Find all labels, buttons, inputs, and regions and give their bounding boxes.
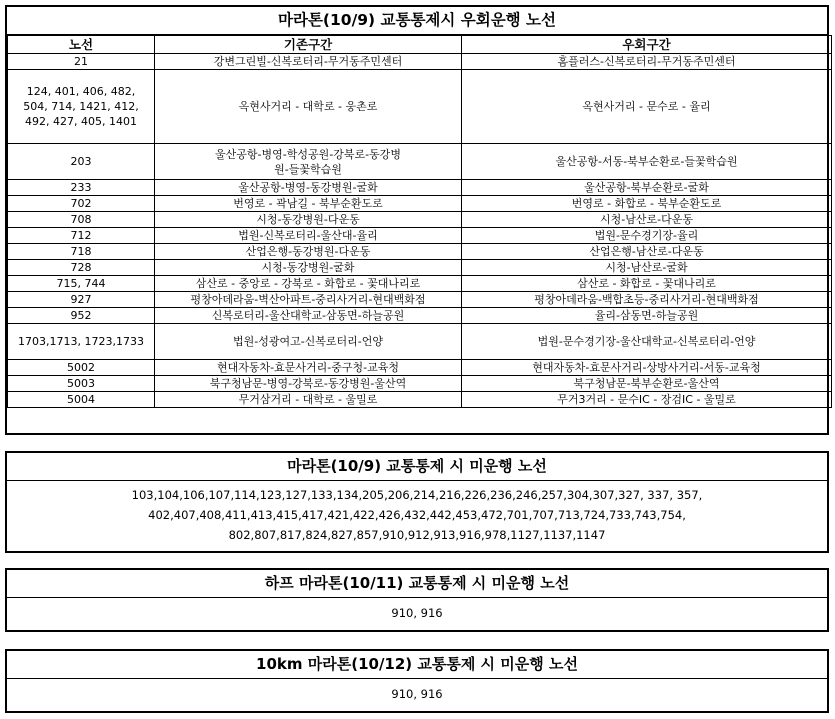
existing-section-cell: 번영로 - 곽남길 - 북부순환도로 [155, 196, 462, 212]
table-row [8, 260, 832, 276]
route-number-cell: 728 [8, 260, 155, 276]
table-header-row [8, 36, 832, 54]
header-route: 노선 [8, 36, 155, 54]
route-number-cell: 952 [8, 308, 155, 324]
existing-section-cell: 무거삼거리 - 대학로 - 울밀로 [155, 392, 462, 408]
detour-section-cell: 삼산로 - 화합로 - 꽃대나리로 [462, 276, 832, 292]
table-row [8, 376, 832, 392]
table-row [8, 392, 832, 408]
detour-routes-table [7, 35, 832, 408]
detour-section-cell: 법원-문수경기장-율리 [462, 228, 832, 244]
detour-section-cell: 율리-삼동면-하늘공원 [462, 308, 832, 324]
existing-section-cell: 시청-동강병원-다운동 [155, 212, 462, 228]
table-row [8, 276, 832, 292]
table-row [8, 196, 832, 212]
header-detour-section: 우회구간 [462, 36, 832, 54]
route-number-cell: 21 [8, 54, 155, 70]
half-marathon-title: 하프 마라톤(10/11) 교통통제 시 미운행 노선 [7, 570, 827, 598]
route-number-cell: 927 [8, 292, 155, 308]
marathon-suspended-routes [7, 481, 827, 549]
suspended-routes-line: 402,407,408,411,413,415,417,421,422,426,432,442,453,472,701,707,713,724,733,743,754, [148, 508, 686, 522]
detour-section-cell: 울산공항-서동-북부순환로-들꽃학습원 [462, 144, 832, 180]
route-number-cell: 233 [8, 180, 155, 196]
marathon-suspended-title: 마라톤(10/9) 교통통제 시 미운행 노선 [7, 453, 827, 481]
existing-section-cell: 울산공항-병영-동강병원-굴화 [155, 180, 462, 196]
existing-section-cell: 울산공항-병영-학성공원-강북로-동강병원-들꽃학습원 [155, 144, 462, 180]
detour-section-cell: 시청-남산로-다운동 [462, 212, 832, 228]
existing-section-cell: 옥현사거리 - 대학로 - 웅촌로 [155, 70, 462, 144]
suspended-routes-line: 802,807,817,824,827,857,910,912,913,916,978,1127,1137,1147 [228, 528, 606, 542]
detour-section-cell: 번영로 - 화합로 - 북부순환도로 [462, 196, 832, 212]
detour-section-cell: 평창아데라움-백합초등-중리사거리-현대백화점 [462, 292, 832, 308]
suspended-routes-line: 103,104,106,107,114,123,127,133,134,205,206,214,216,226,236,246,257,304,307,327, 337, 357, [131, 488, 703, 502]
route-number-cell: 702 [8, 196, 155, 212]
route-number-cell: 708 [8, 212, 155, 228]
detour-section-cell: 홈플러스-신복로터리-무거동주민센터 [462, 54, 832, 70]
existing-section-cell: 평창아데라움-벽산아파트-중리사거리-현대백화점 [155, 292, 462, 308]
detour-section-cell: 산업은행-남산로-다운동 [462, 244, 832, 260]
existing-section-cell: 강변그린빌-신복로터리-무거동주민센터 [155, 54, 462, 70]
detour-routes-title: 마라톤(10/9) 교통통제시 우회운행 노선 [7, 7, 827, 35]
detour-section-cell: 북구청남문-북부순환로-울산역 [462, 376, 832, 392]
table-row [8, 324, 832, 360]
10km-marathon-section [5, 649, 829, 713]
route-number-cell: 5003 [8, 376, 155, 392]
header-existing-section: 기존구간 [155, 36, 462, 54]
10km-marathon-title: 10km 마라톤(10/12) 교통통제 시 미운행 노선 [7, 651, 827, 679]
route-number-cell: 712 [8, 228, 155, 244]
table-row [8, 308, 832, 324]
existing-section-cell: 법원-신복로터리-울산대-율리 [155, 228, 462, 244]
route-number-cell: 715, 744 [8, 276, 155, 292]
table-row [8, 292, 832, 308]
existing-section-cell: 삼산로 - 중앙로 - 강북로 - 화합로 - 꽃대나리로 [155, 276, 462, 292]
detour-section-cell: 시청-남산로-굴화 [462, 260, 832, 276]
route-number-cell: 5002 [8, 360, 155, 376]
table-row [8, 180, 832, 196]
table-row [8, 54, 832, 70]
route-number-cell: 1703,1713, 1723,1733 [8, 324, 155, 360]
existing-section-cell: 시청-동강병원-굴화 [155, 260, 462, 276]
detour-section-cell: 옥현사거리 - 문수로 - 율리 [462, 70, 832, 144]
detour-section-cell: 현대자동차-효문사거리-상방사거리-서동-교육청 [462, 360, 832, 376]
route-number-cell: 124, 401, 406, 482, 504, 714, 1421, 412, 492, 427, 405, 1401 [8, 70, 155, 144]
detour-routes-section [5, 5, 829, 435]
existing-section-cell: 법원-성광여고-신복로터리-언양 [155, 324, 462, 360]
existing-section-cell: 북구청남문-병영-강북로-동강병원-울산역 [155, 376, 462, 392]
marathon-suspended-section [5, 451, 829, 553]
detour-section-cell: 무거3거리 - 문수IC - 장검IC - 울밀로 [462, 392, 832, 408]
table-row [8, 244, 832, 260]
half-marathon-section [5, 568, 829, 632]
route-number-cell: 718 [8, 244, 155, 260]
route-number-cell: 203 [8, 144, 155, 180]
existing-section-cell: 현대자동차-효문사거리-중구청-교육청 [155, 360, 462, 376]
existing-section-cell: 산업은행-동강병원-다운동 [155, 244, 462, 260]
table-row [8, 70, 832, 144]
detour-section-cell: 울산공항-북부순환로-굴화 [462, 180, 832, 196]
table-row [8, 212, 832, 228]
route-number-cell: 5004 [8, 392, 155, 408]
10km-marathon-routes: 910, 916 [391, 687, 443, 701]
detour-section-cell: 법원-문수경기장-울산대학교-신복로터리-언양 [462, 324, 832, 360]
table-row [8, 144, 832, 180]
existing-section-cell: 신복로터리-울산대학교-삼동면-하늘공원 [155, 308, 462, 324]
half-marathon-routes: 910, 916 [391, 606, 443, 620]
table-row [8, 360, 832, 376]
table-row [8, 228, 832, 244]
